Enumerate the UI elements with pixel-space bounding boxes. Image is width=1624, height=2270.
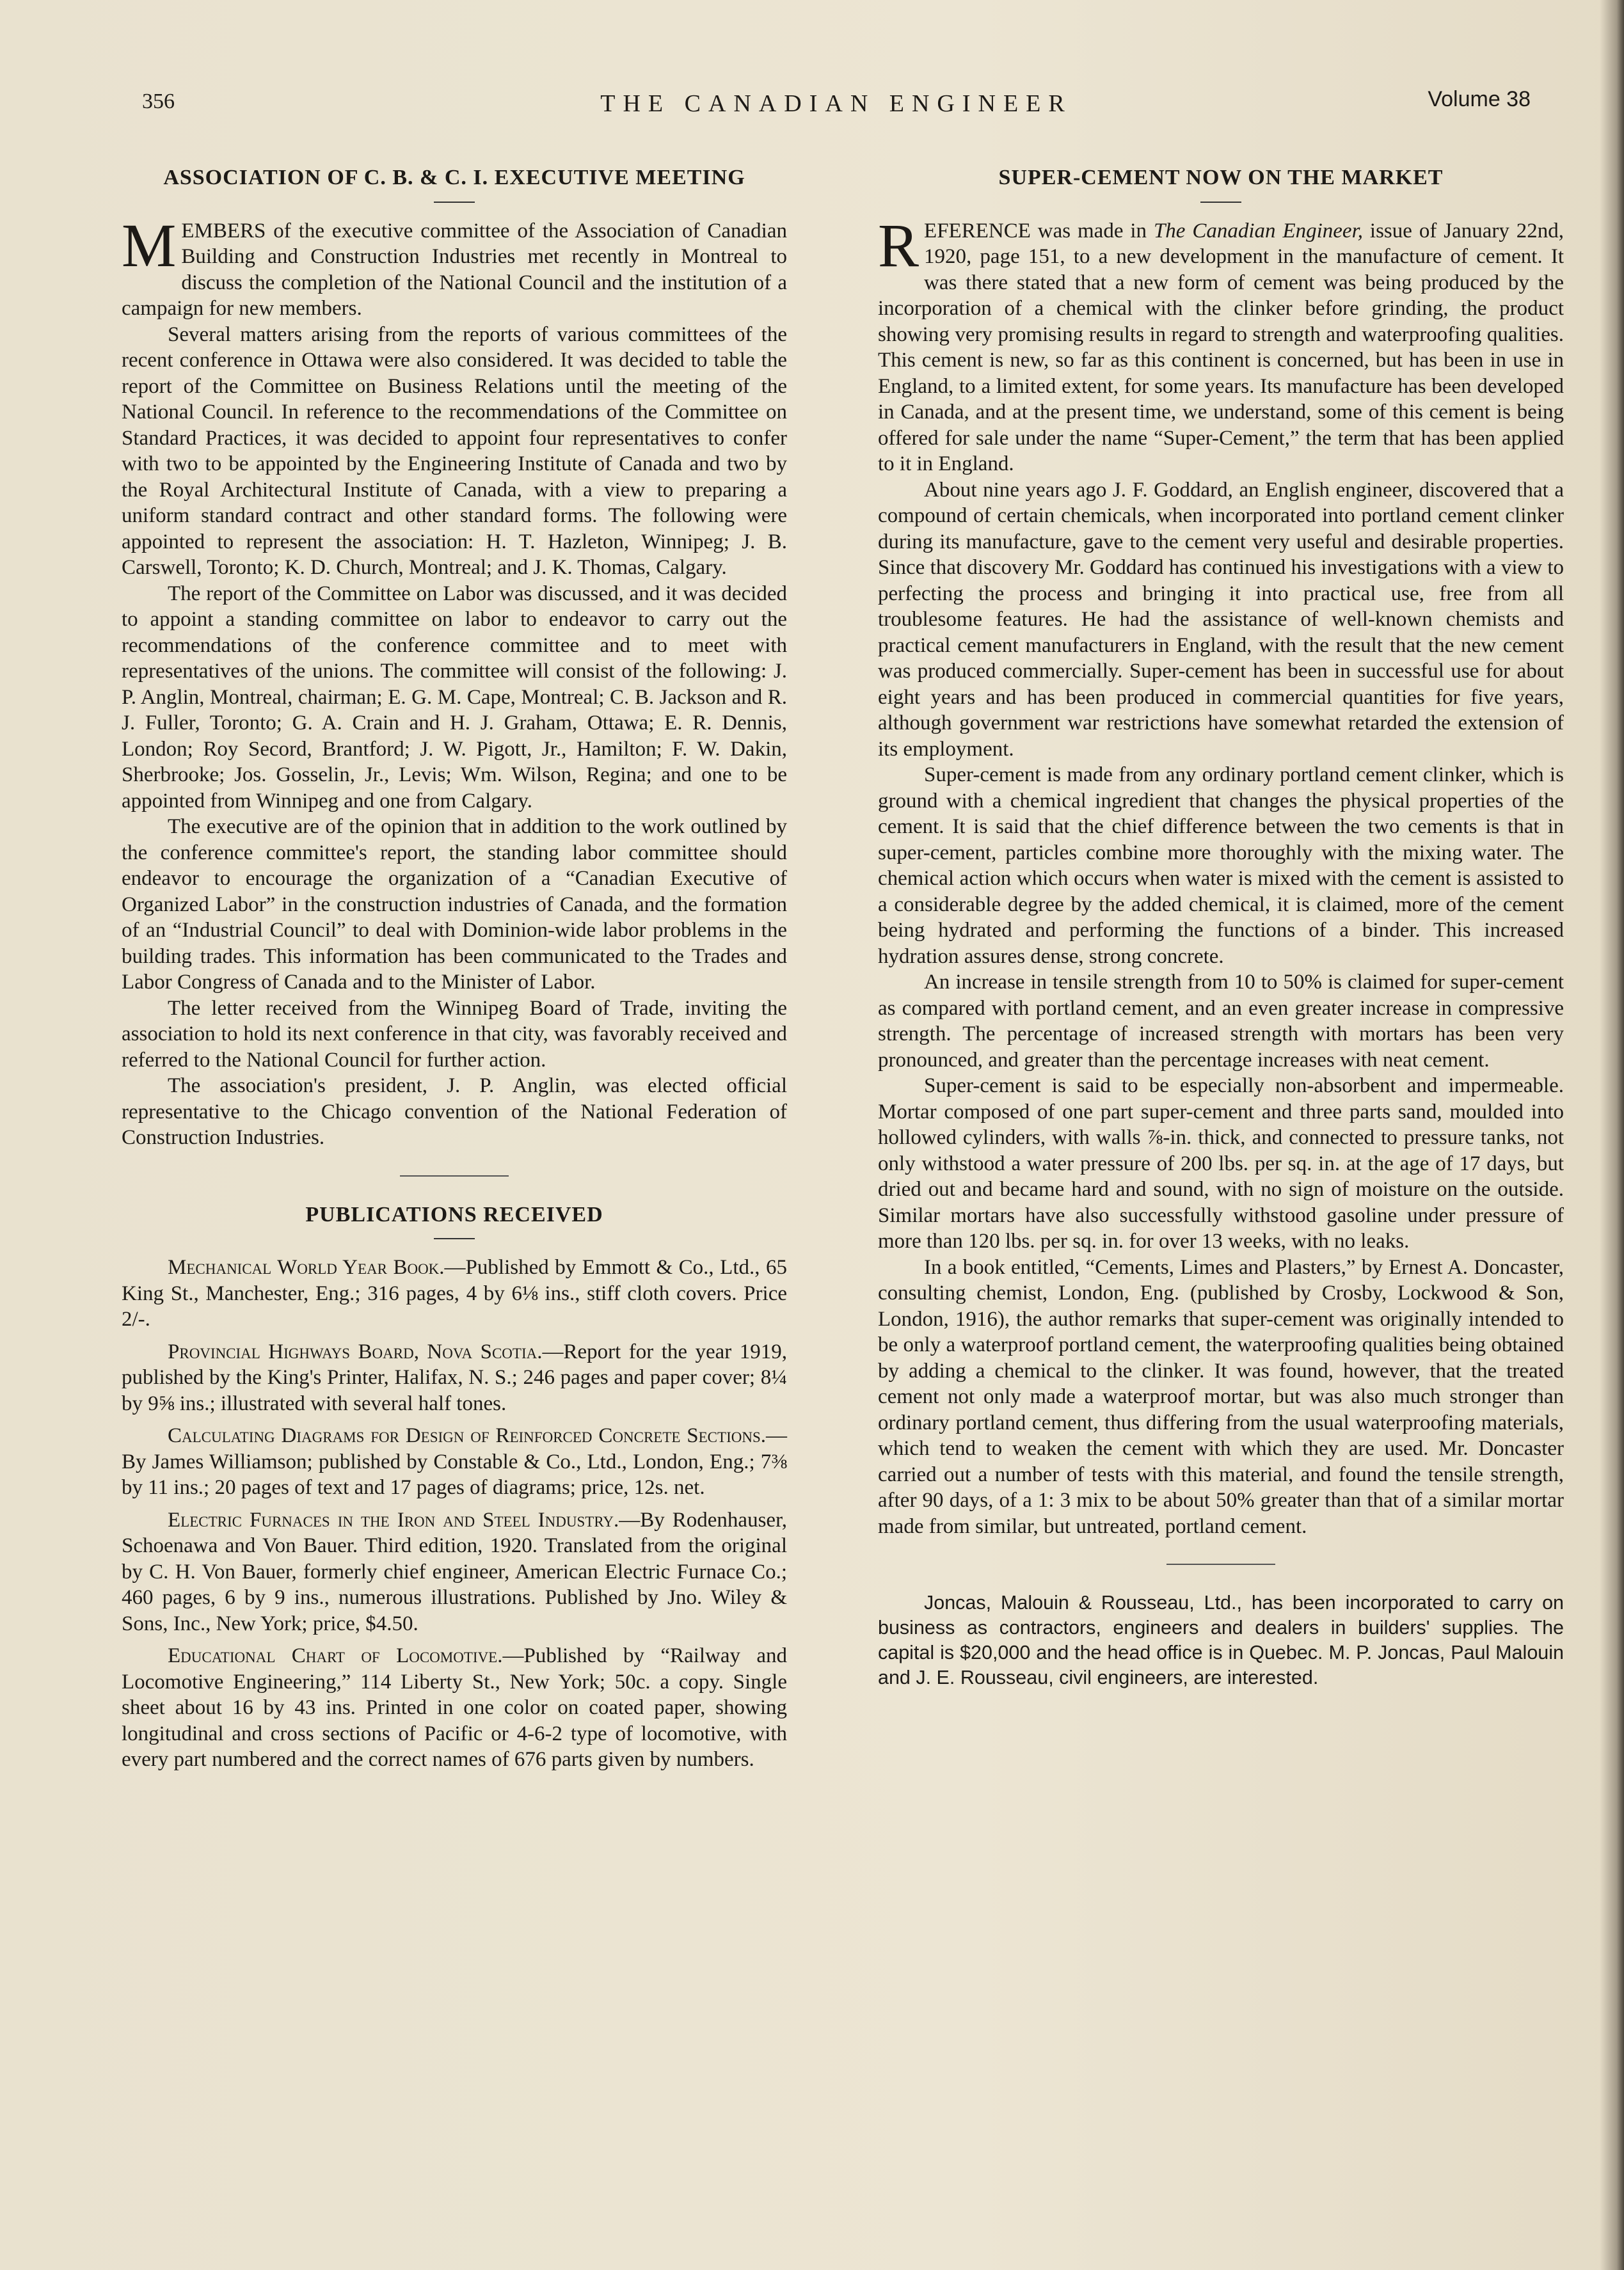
- super-cement-paragraph-6: In a book entitled, “Cements, Limes and Plasters,” by Ernest A. Doncaster, consulting chemist, London, Eng. (published by Crosby, Lockwood & Son, London, 1916), the author remarks that super-cement was originally intended to be only a waterproof portland cement, the waterproofing qualities being obtained by adding a chemical to the clinker. It was found, however, that the treated cement not only made a waterproof mortar, but was also much stronger than ordinary portland cement, thus differing from the usual waterproofing materials, which tend to weaken the cement with which they are used. Mr. Doncaster carried out a number of tests with this material, and found the tensile strength, after 90 days, of a 1: 3 mix to be about 50% greater than that of a similar mortar made from similar, but untreated, portland cement.: [878, 1255, 1564, 1538]
- incorporation-note: Joncas, Malouin & Rousseau, Ltd., has been incorporated to carry on business as contractors, engineers and dealers in builders' supplies. The capital is $20,000 and the head office is in Quebec. M. P. Joncas, Paul Malouin and J. E. Rousseau, civil engineers, are interested.: [878, 1592, 1564, 1688]
- volume-label: Volume 38: [1428, 87, 1531, 111]
- title-rule: [434, 1238, 475, 1239]
- section-divider: [1166, 1564, 1275, 1565]
- association-paragraph-1-text: EMBERS of the executive committee of the Association of Canadian Building and Construction Industries met recently in Montreal to discuss the completion of the National Council and the institution of a campaign for new members.: [122, 219, 787, 320]
- publication-details: —Published by “Railway and Locomotive Engineering,” 114 Liberty St., New York; 50c. a copy. Single sheet about 16 by 43 ins. Printed in one color on coated paper, showing longitudinal and cross sections of Pacific or 4-6-2 type of locomotive, with every part numbered and the correct names of 676 parts given by numbers.: [122, 1644, 788, 1771]
- journal-title: THE CANADIAN ENGINEER: [600, 90, 1072, 117]
- journal-name-italic: The Canadian Engineer,: [1153, 219, 1363, 242]
- drop-cap: R: [878, 210, 919, 280]
- publication-item: [122, 1423, 787, 1501]
- page-number: 356: [142, 90, 175, 113]
- association-paragraph-5: The letter received from the Winnipeg Board of Trade, inviting the association to hold its next conference in that city, was favorably received and referred to the National Council for further action.: [122, 996, 787, 1072]
- publication-item: [122, 1255, 787, 1333]
- binding-edge-shadow: [1600, 0, 1624, 2270]
- article-title-association: ASSOCIATION OF C. B. & C. I. EXECUTIVE MEETING: [163, 166, 745, 189]
- association-paragraph-2: Several matters arising from the reports of various committees of the recent conference in Ottawa were also considered. It was decided to table the report of the Committee on Business Relations until the meeting of the National Council. In reference to the recommendations of the Committee on Standard Practices, it was decided to appoint four representatives to confer with two to be appointed by the Engineering Institute of Canada and two by the Royal Architectural Institute of Canada, with a view to preparing a uniform standard contract and other standard forms. The following were appointed to represent the association: H. T. Hazleton, Winnipeg; J. B. Carswell, Toronto; K. D. Church, Montreal; and J. K. Thomas, Calgary.: [122, 322, 787, 579]
- publication-name: Provincial Highways Board, Nova Scotia.: [168, 1340, 543, 1363]
- association-paragraph-1: [122, 210, 787, 322]
- publication-item: [122, 1339, 787, 1417]
- publication-details: —Published by Emmott & Co., Ltd., 65 King St., Manchester, Eng.; 316 pages, 4 by 6⅛ ins., stiff cloth covers. Price 2/-.: [122, 1256, 787, 1331]
- publication-item: [122, 1507, 787, 1637]
- association-paragraph-4: The executive are of the opinion that in addition to the work outlined by the conference committee's report, the standing labor committee should endeavor to encourage the organization of a “Canadian Executive of Organized Labor” in the construction industries of Canada, and the formation of an “Industrial Council” to deal with Dominion-wide labor problems in the building trades. This information has been communicated to the Trades and Labor Congress of Canada and to the Minister of Labor.: [122, 815, 787, 994]
- super-cement-paragraph-3: Super-cement is made from any ordinary portland cement clinker, which is ground with a chemical ingredient that changes the physical properties of the cement. It is said that the chief difference between the two cements is that in super-cement, particles combine more thoroughly with the mixing water. The chemical action which occurs when water is mixed with the cement is assisted to a considerable degree by the added chemical, it is claimed, more of the cement being hydrated and performing the functions of a binder. This increased hydration assures dense, strong concrete.: [878, 763, 1564, 968]
- left-column: [122, 165, 787, 1779]
- title-rule: [434, 202, 475, 203]
- publication-name: Mechanical World Year Book.: [168, 1256, 445, 1279]
- super-cement-paragraph-4: An increase in tensile strength from 10 to 50% is claimed for super-cement as compared with portland cement, and an even greater increase in compressive strength. The percentage of increased strength with mortars has been very pronounced, and greater than the percentage increases with neat cement.: [878, 971, 1564, 1072]
- publication-details: —By Rodenhauser, Schoenawa and Von Bauer. Third edition, 1920. Translated from the original by C. H. Von Bauer, formerly chief engineer, American Electric Furnace Co.; 460 pages, 6 by 9 ins., numerous illustrations. Published by Jno. Wiley & Sons, Inc., New York; price, $4.50.: [122, 1508, 787, 1635]
- super-cement-p1-start: EFERENCE was made in: [924, 219, 1154, 242]
- super-cement-paragraph-1: [878, 210, 1564, 477]
- article-title-super-cement: SUPER-CEMENT NOW ON THE MARKET: [998, 166, 1444, 189]
- publication-item: [122, 1643, 787, 1773]
- super-cement-paragraph-5: Super-cement is said to be especially non-absorbent and impermeable. Mortar composed of one part super-cement and three parts sand, moulded into hollowed cylinders, with walls ⅞-in. thick, and connected to pressure tanks, not only withstood a water pressure of 200 lbs. per sq. in. at the age of 17 days, but dried out and became hard and sound, with no sign of moisture on the outside. Similar mortars have also successfully withstood gasoline under pressure of more than 120 lbs. per sq. in. for over 13 weeks, with no leaks.: [878, 1074, 1564, 1253]
- right-column: [878, 165, 1564, 1690]
- drop-cap: M: [122, 210, 177, 280]
- title-rule: [1200, 202, 1241, 203]
- association-paragraph-3: The report of the Committee on Labor was discussed, and it was decided to appoint a standing committee on labor to endeavor to carry out the recommendations of the conference committee and to meet with representatives of the unions. The committee will consist of the following: J. P. Anglin, Montreal, chairman; E. G. M. Cape, Montreal; C. B. Jackson and R. J. Fuller, Toronto; G. A. Crain and H. J. Graham, Ottawa; E. R. Dennis, London; Roy Secord, Brantford; J. W. Pigott, Jr., Hamilton; F. W. Dakin, Sherbrooke; Jos. Gosselin, Jr., Levis; Wm. Wilson, Regina; and one to be appointed from Winnipeg and one from Calgary.: [122, 582, 787, 813]
- super-cement-paragraph-2: About nine years ago J. F. Goddard, an English engineer, discovered that a compound of certain chemicals, when incorporated into portland cement clinker during its manufacture, gave to the cement very useful and desirable properties. Since that discovery Mr. Goddard has continued his investigations with a view to perfecting the process and bringing it into practical use, free from all troublesome features. He had the assistance of well-known chemists and practical cement manufacturers in England, with the result that the new cement was produced commercially. Super-cement has been in successful use for about eight years and has been produced in commercial quantities for five years, although government war restrictions have somewhat retarded the extension of its employment.: [878, 478, 1564, 761]
- publication-details: —By James Williamson; published by Constable & Co., Ltd., London, Eng.; 7⅜ by 11 ins.; 20 pages of text and 17 pages of diagrams; price, 12s. net.: [122, 1424, 787, 1499]
- publication-name: Educational Chart of Locomotive.: [168, 1644, 503, 1667]
- publication-details: —Report for the year 1919, published by the King's Printer, Halifax, N. S.; 246 pages and paper cover; 8¼ by 9⅝ ins.; illustrated with several half tones.: [122, 1340, 787, 1415]
- section-title-publications: PUBLICATIONS RECEIVED: [305, 1202, 603, 1226]
- publication-name: Calculating Diagrams for Design of Reinforced Concrete Sections.: [168, 1424, 766, 1447]
- association-paragraph-6: The association's president, J. P. Anglin, was elected official representative to the Chicago convention of the National Federation of Construction Industries.: [122, 1074, 787, 1149]
- running-head: [142, 87, 1531, 128]
- section-divider: [400, 1175, 509, 1177]
- super-cement-p1-rest: issue of January 22nd, 1920, page 151, to a new development in the manufacture of cement. It was there stated that a new form of cement was being produced by the incorporation of a chemical with the clinker before grinding, the product showing very promising results in regard to strength and waterproofing qualities. This cement is new, so far as this continent is concerned, but has been in use in England, to a limited extent, for some years. Its manufacture has been developed in Canada, and at the present time, we understand, some of this cement is being offered for sale under the name “Super-Cement,” the term that has been applied to it in England.: [878, 219, 1564, 475]
- publication-name: Electric Furnaces in the Iron and Steel Industry.: [168, 1508, 619, 1532]
